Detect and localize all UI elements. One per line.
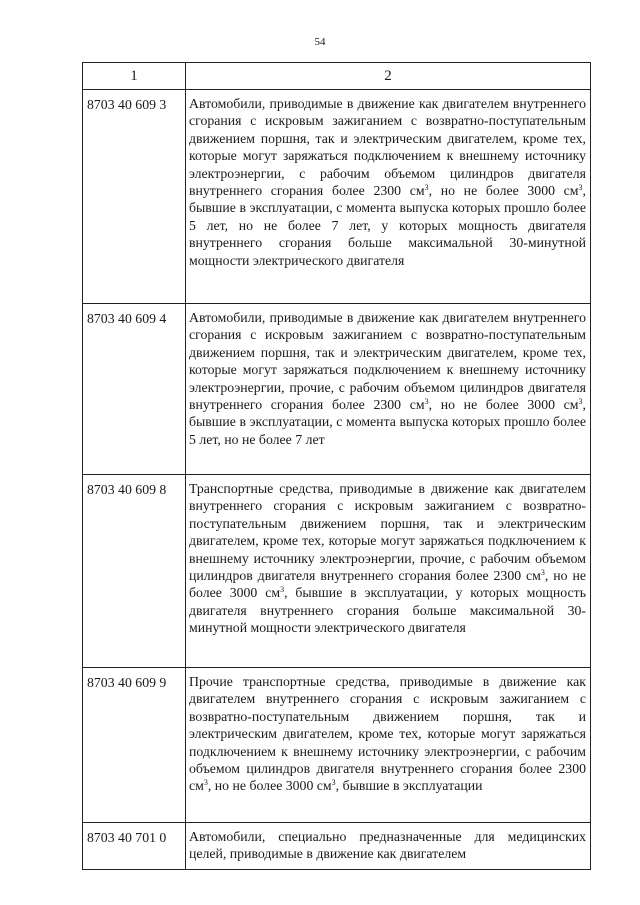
commodity-description (186, 475, 591, 668)
commodity-code: 8703 40 609 9 (83, 668, 186, 823)
commodity-description (186, 823, 591, 870)
commodity-code: 8703 40 609 4 (83, 304, 186, 475)
description-text: , но не более 3000 см (189, 568, 587, 601)
superscript: 3 (424, 397, 429, 407)
description-text: , бывшие в эксплуатации (335, 778, 483, 794)
commodity-code: 8703 40 609 8 (83, 475, 186, 668)
tariff-table (82, 62, 591, 870)
table-row (83, 823, 591, 870)
description-text: , но не более 3000 см (428, 397, 579, 413)
commodity-description (186, 304, 591, 475)
superscript: 3 (424, 183, 429, 193)
description-text: Автомобили, специально предназначенные для медицинских целей, приводимые в движение как двигателем (189, 829, 586, 862)
column-header-description: 2 (186, 63, 591, 90)
description-text: Прочие транспортные средства, приводимые в движение как двигателем внутреннего сгорания с искровым зажиганием с возвратно-поступательным движением поршня, так и электрическим двигателем, кроме тех, которые могут заряжаться подключением к внешнему источнику электроэнергии, с рабочим объемом цилиндров двигателя внутреннего сгорания более 2300 см (189, 674, 586, 794)
description-text: , бывшие в эксплуатации, с момента выпуска которых прошло более 5 лет, но не более 7 лет, у которых мощность двигателя внутреннего сгорания больше максимальной 30-минутной мощности электрического двигателя (189, 183, 586, 268)
description-text: , но не более 3000 см (428, 183, 579, 199)
superscript: 3 (203, 778, 208, 788)
description-text: , бывшие в эксплуатации, у которых мощность двигателя внутреннего сгорания больше максимальной 30-минутной мощности электрического двигателя (189, 585, 586, 636)
superscript: 3 (578, 183, 583, 193)
column-header-code: 1 (83, 63, 186, 90)
table-header-row (83, 63, 591, 90)
commodity-code: 8703 40 701 0 (83, 823, 186, 870)
table-row (83, 304, 591, 475)
description-text: Транспортные средства, приводимые в движение как двигателем внутреннего сгорания с искровым зажиганием с возвратно-поступательным движением поршня, так и электрическим двигателем, кроме тех, которые могут заряжаться подключением к внешнему источнику электроэнергии, прочие, с рабочим объемом цилиндров двигателя внутреннего сгорания более 2300 см (189, 481, 586, 584)
superscript: 3 (578, 397, 583, 407)
commodity-description (186, 90, 591, 304)
superscript: 3 (280, 585, 285, 595)
commodity-code: 8703 40 609 3 (83, 90, 186, 304)
description-text: , но не более 3000 см (207, 778, 332, 794)
description-text: , бывшие в эксплуатации, с момента выпуска которых прошло более 5 лет, но не более 7 лет (189, 397, 586, 447)
table-row (83, 475, 591, 668)
table-row (83, 90, 591, 304)
superscript: 3 (540, 568, 545, 578)
commodity-description (186, 668, 591, 823)
description-text: Автомобили, приводимые в движение как двигателем внутреннего сгорания с искровым зажиганием с возвратно-поступательным движением поршня, так и электрическим двигателем, кроме тех, которые могут заряжаться подключением к внешнему источнику электроэнергии, с рабочим объемом цилиндров двигателя внутреннего сгорания более 2300 см (189, 96, 586, 199)
table-row (83, 668, 591, 823)
description-text: Автомобили, приводимые в движение как двигателем внутреннего сгорания с искровым зажиганием с возвратно-поступательным движением поршня, так и электрическим двигателем, кроме тех, которые могут заряжаться подключением к внешнему источнику электроэнергии, прочие, с рабочим объемом цилиндров двигателя внутреннего сгорания более 2300 см (189, 310, 586, 413)
superscript: 3 (331, 778, 336, 788)
page-number: 54 (314, 36, 326, 48)
